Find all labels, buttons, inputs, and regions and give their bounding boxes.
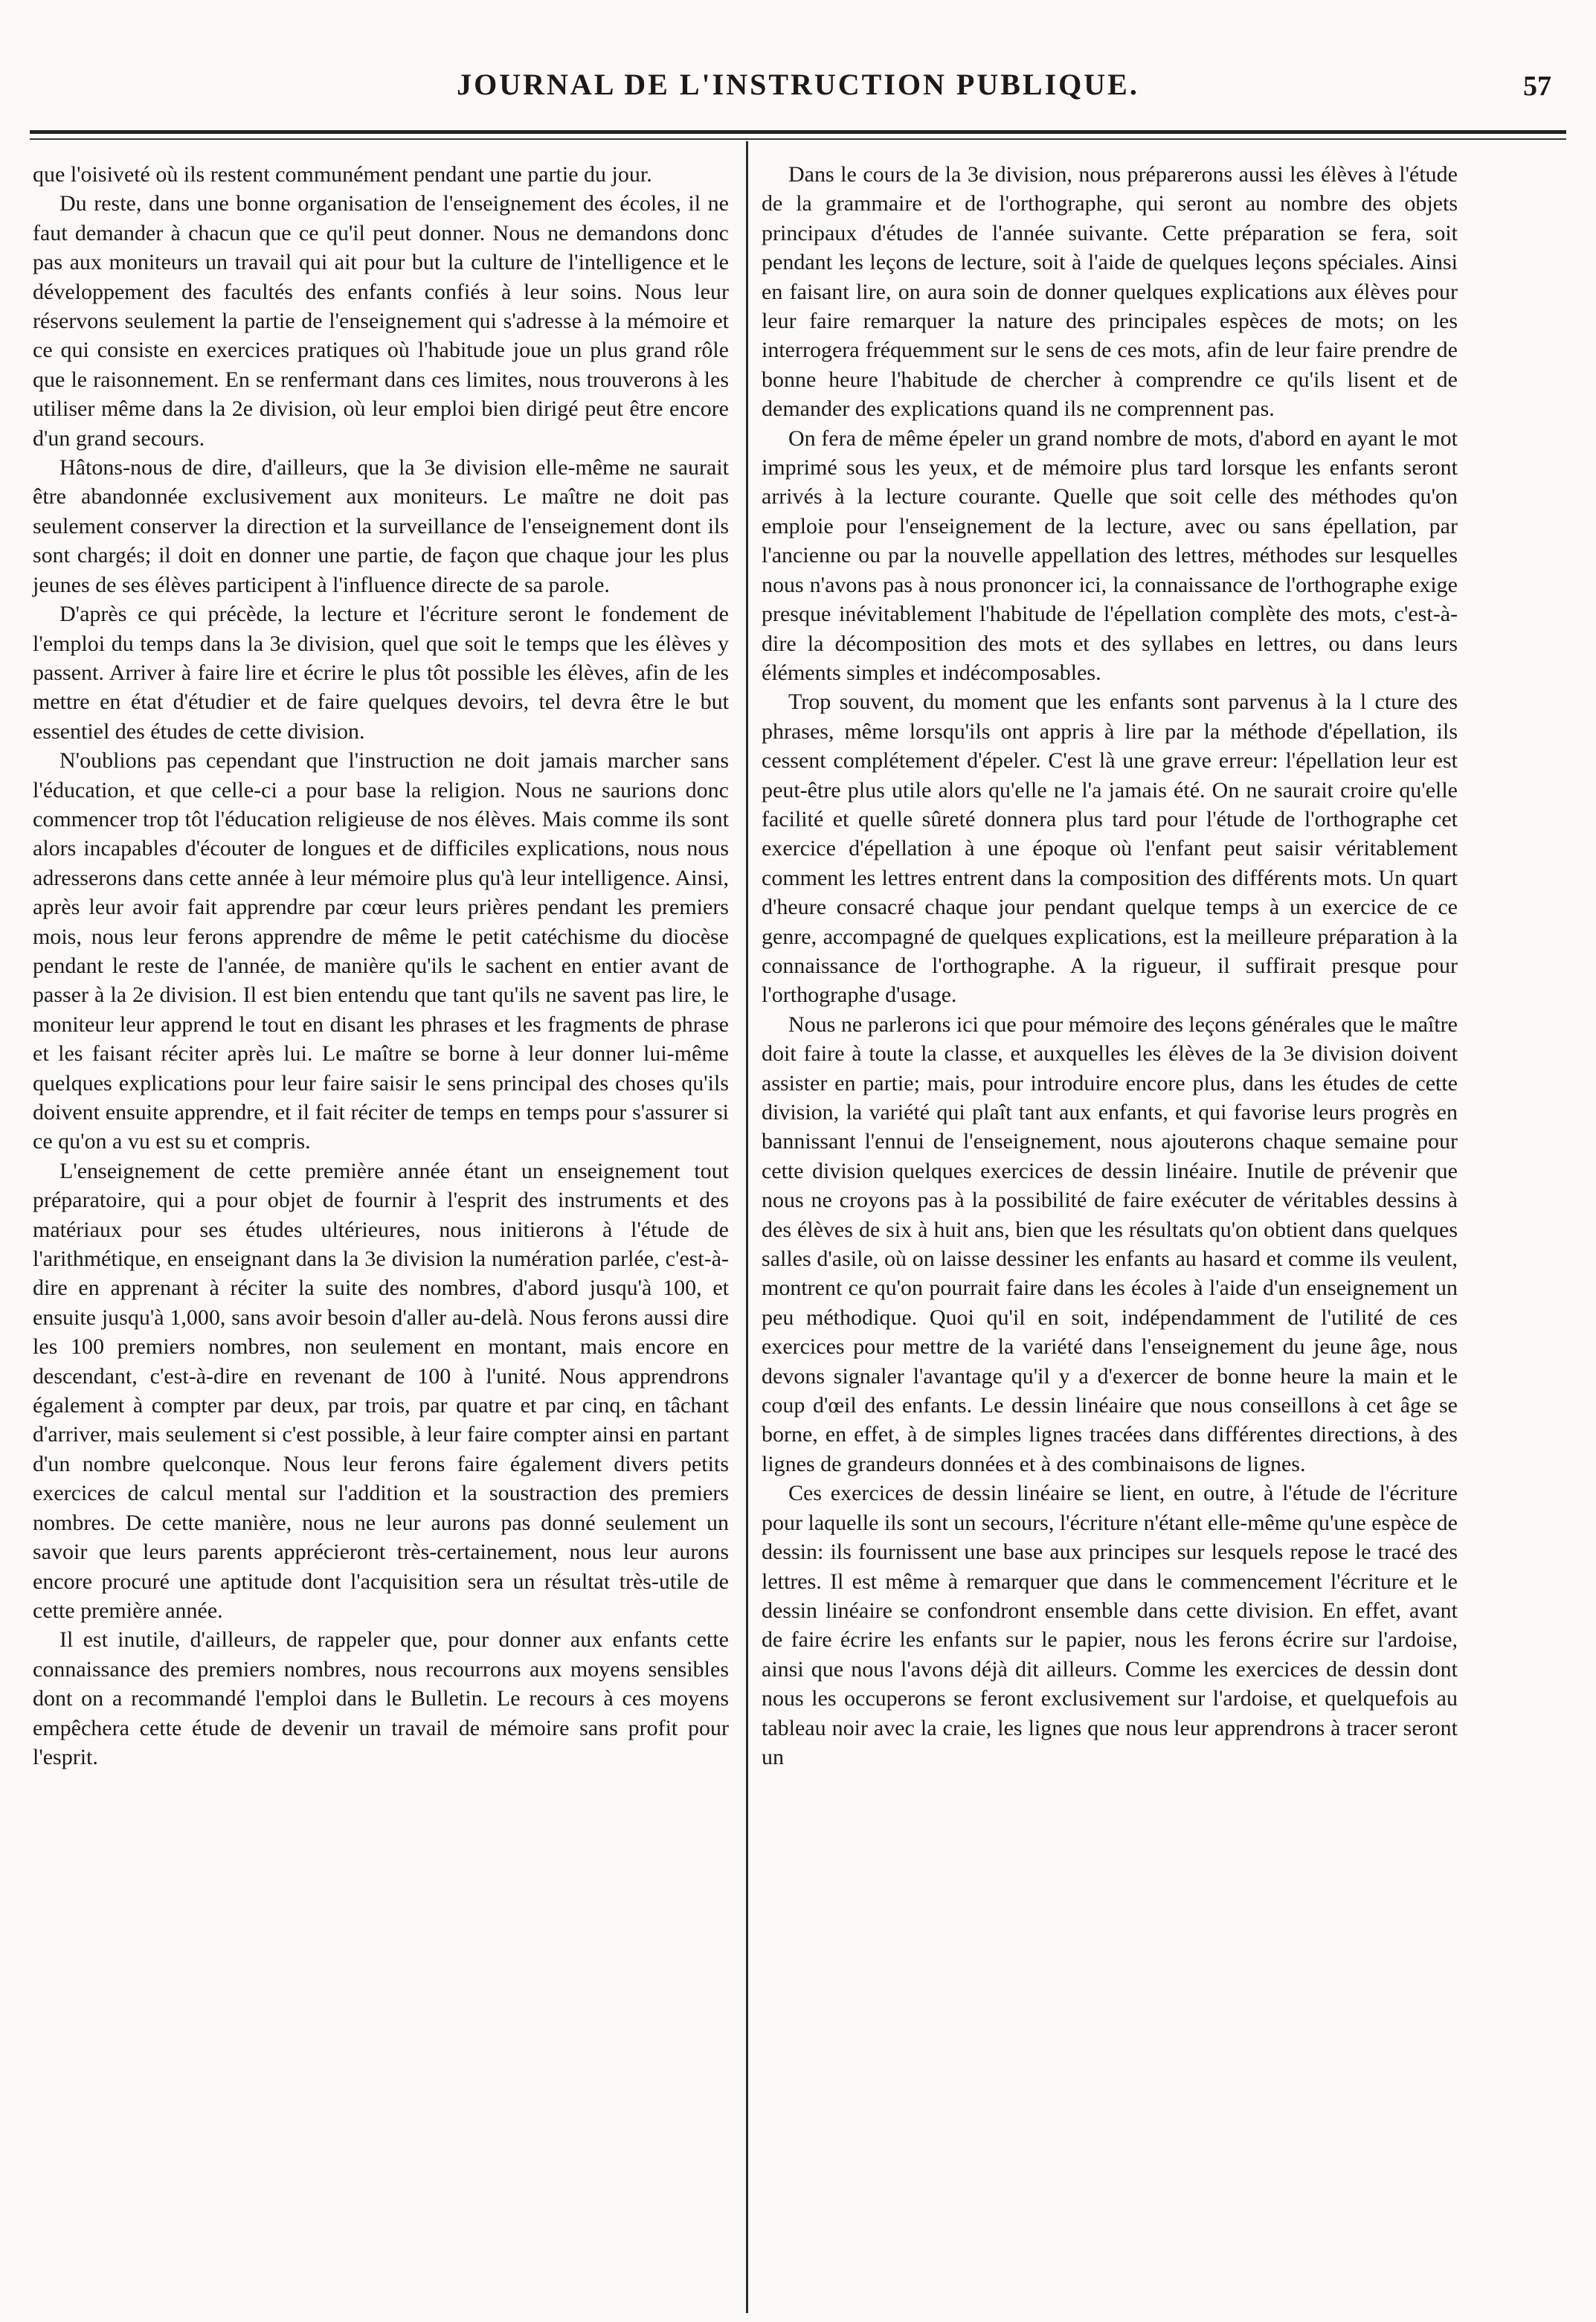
paragraph: Hâtons-nous de dire, d'ailleurs, que la 3e division elle-même ne saurait être abandonnée exclusivement aux moniteurs. Le maître ne doit pas seulement conserver la direction et la surveillance de l'enseignement dont ils sont chargés; il doit en donner une partie, de façon que chaque jour les plus jeunes de ses élèves participent à l'influence directe de sa parole. [33, 455, 729, 597]
paragraph: Du reste, dans une bonne organisation de l'enseignement des écoles, il ne faut demander à chacun que ce qu'il peut donner. Nous ne demandons donc pas aux moniteurs un travail qui ait pour but la culture de l'intelligence et le développement des facultés des enfants confiés à leur soins. Nous leur réservons seulement la partie de l'enseignement qui s'adresse à la mémoire et ce qui consiste en exercices pratiques où l'habitude joue un plus grand rôle que le raisonnement. En se renfermant dans ces limites, nous trouverons à les utiliser même dans la 2e division, où leur emploi bien dirigé peut être encore d'un grand secours. [33, 191, 729, 451]
paragraph: Il est inutile, d'ailleurs, de rappeler que, pour donner aux enfants cette connaissance des premiers nombres, nous recourrons aux moyens sensibles dont on a recommandé l'emploi dans le Bulletin. Le recours à ces moyens empêchera cette étude de devenir un travail de mémoire sans profit pour l'esprit. [33, 1627, 729, 1769]
column-divider [746, 141, 748, 2313]
paragraph: Nous ne parlerons ici que pour mémoire des leçons générales que le maître doit faire à toute la classe, et auxquelles les élèves de la 3e division doivent assister en partie; mais, pour introduire encore plus, dans les études de cette division, la variété qui plaît tant aux enfants, et qui favorise leurs progrès en bannissant l'ennui de l'enseignement, nous ajouterons chaque semaine pour cette division quelques exercices de dessin linéaire. Inutile de prévenir que nous ne croyons pas à la possibilité de faire exécuter de véritables dessins à des élèves de six à huit ans, bien que les résultats qu'on obtient dans quelques salles d'asile, où on laisse dessiner les enfants au hasard et comme ils veulent, montrent ce qu'on pourrait faire dans les écoles à l'aide d'un enseignement un peu méthodique. Quoi qu'il en soit, indépendamment de l'utilité de ces exercices pour mettre de la variété dans l'enseignement du jeune âge, nous devons signaler l'avantage qu'il y a d'exercer de bonne heure la main et le coup d'œil des enfants. Le dessin linéaire que nous conseillons à cet âge se borne, en effet, à de simples lignes tracées dans différentes directions, à des lignes de grandeurs données et à des combinaisons de lignes. [762, 1012, 1458, 1476]
journal-title: JOURNAL DE L'INSTRUCTION PUBLIQUE. [457, 68, 1139, 101]
paragraph: Dans le cours de la 3e division, nous préparerons aussi les élèves à l'étude de la grammaire et de l'orthographe, qui seront au nombre des objets principaux d'études de l'année suivante. Cette préparation se fera, soit pendant les leçons de lecture, soit à l'aide de quelques leçons spéciales. Ainsi en faisant lire, on aura soin de donner quelques explications aux élèves pour leur faire remarquer la nature des principales espèces de mots; on les interrogera fréquemment sur le sens de ces mots, afin de leur faire prendre de bonne heure l'habitude de chercher à comprendre ce qu'ils lisent et de demander des explications quand ils ne comprennent pas. [762, 162, 1458, 422]
paragraph: L'enseignement de cette première année étant un enseignement tout préparatoire, qui a pour objet de fournir à l'esprit des instruments et des matériaux pour ses études ultérieures, nous initierons à l'étude de l'arithmétique, en enseignant dans la 3e division la numération parlée, c'est-à-dire en apprenant à réciter la suite des nombres, d'abord jusqu'à 100, et ensuite jusqu'à 1,000, sans avoir besoin d'aller au-delà. Nous ferons aussi dire les 100 premiers nombres, non seulement en montant, mais encore en descendant, c'est-à-dire en revenant de 100 à l'unité. Nous apprendrons également à compter par deux, par trois, par quatre et par cinq, en tâchant d'arriver, mais seulement si c'est possible, à leur faire compter ainsi en partant d'un nombre quelconque. Nous leur ferons faire également divers petits exercices de calcul mental sur l'addition et la soustraction des premiers nombres. De cette manière, nous ne leur aurons pas donné seulement un savoir que leurs parents apprécieront très-certainement, nous leur aurons encore procuré une aptitude dont l'acquisition sera un résultat très-utile de cette première année. [33, 1158, 729, 1623]
header-rule-thick [30, 130, 1566, 134]
page-header [30, 62, 1566, 107]
paragraph: On fera de même épeler un grand nombre de mots, d'abord en ayant le mot imprimé sous les yeux, et de mémoire plus tard lorsque les enfants seront arrivés à la lecture courante. Quelle que soit celle des méthodes qu'on emploie pour l'enseignement de la lecture, avec ou sans épellation, par l'ancienne ou par la nouvelle appellation des lettres, méthodes sur lesquelles nous n'avons pas à nous prononcer ici, la connaissance de l'orthographe exige presque inévitablement l'habitude de l'épellation complète des mots, c'est-à-dire la décomposition des mots et des syllabes en lettres, ou dans leurs éléments simples et indécomposables. [762, 425, 1458, 685]
page-number: 57 [1523, 71, 1551, 102]
paragraph: Trop souvent, du moment que les enfants sont parvenus à la l cture des phrases, même lorsqu'ils ont appris à lire par la méthode d'épellation, ils cessent complétement d'épeler. C'est là une grave erreur: l'épellation leur est peut-être plus utile alors qu'elle ne l'a jamais été. On ne saurait croire qu'elle facilité et quelle sûreté donnera plus tard pour l'étude de l'orthographe cet exercice d'épellation à une époque où l'enfant peut saisir véritablement comment les lettres entrent dans la composition des différents mots. Un quart d'heure consacré chaque jour pendant quelque temps à un exercice de ce genre, accompagné de quelques explications, est la meilleure préparation à la connaissance de l'orthographe. A la rigueur, il suffirait presque pour l'orthographe d'usage. [762, 689, 1458, 1008]
left-column [33, 160, 729, 1772]
paragraph: N'oublions pas cependant que l'instruction ne doit jamais marcher sans l'éducation, et que celle-ci a pour base la religion. Nous ne saurions donc commencer trop tôt l'éducation religieuse de nos élèves. Mais comme ils sont alors incapables d'écouter de longues et de difficiles explications, nous nous adresserons dans cette année à leur mémoire plus qu'à leur intelligence. Ainsi, après leur avoir fait apprendre par cœur leurs prières pendant les premiers mois, nous leur ferons apprendre de même le petit catéchisme du diocèse pendant le reste de l'année, de manière qu'ils le sachent en entier avant de passer à la 2e division. Il est bien entendu que tant qu'ils ne savent pas lire, le moniteur leur apprend le tout en disant les phrases et les fragments de phrase et les faisant réciter après lui. Le maître se borne à leur donner lui-même quelques explications pour leur faire saisir le sens principal des choses qu'ils doivent ensuite apprendre, et il fait réciter de temps en temps pour s'assurer si ce qu'on a vu est su et compris. [33, 748, 729, 1154]
header-rule-thin [30, 138, 1566, 140]
paragraph: que l'oisiveté où ils restent communément pendant une partie du jour. [33, 162, 652, 187]
right-column [762, 160, 1458, 1772]
paragraph: Ces exercices de dessin linéaire se lient, en outre, à l'étude de l'écriture pour laquelle ils sont un secours, l'écriture n'étant elle-même qu'une espèce de dessin: ils fournissent une base aux principes sur lesquels repose le tracé des lettres. Il est même à remarquer que dans le commencement l'écriture et le dessin linéaire se confondront ensemble dans cette division. En effet, avant de faire écrire les enfants sur le papier, nous les ferons écrire sur l'ardoise, ainsi que nous l'avons déjà dit ailleurs. Comme les exercices de dessin dont nous les occuperons se feront exclusivement sur l'ardoise, et quelquefois au tableau noir avec la craie, les lignes que nous leur apprendrons à tracer seront un [762, 1481, 1458, 1769]
paragraph: D'après ce qui précède, la lecture et l'écriture seront le fondement de l'emploi du temps dans la 3e division, quel que soit le temps que les élèves y passent. Arriver à faire lire et écrire le plus tôt possible les élèves, afin de les mettre en état d'étudier et de faire quelques devoirs, tel devra être le but essentiel des études de cette division. [33, 602, 729, 744]
